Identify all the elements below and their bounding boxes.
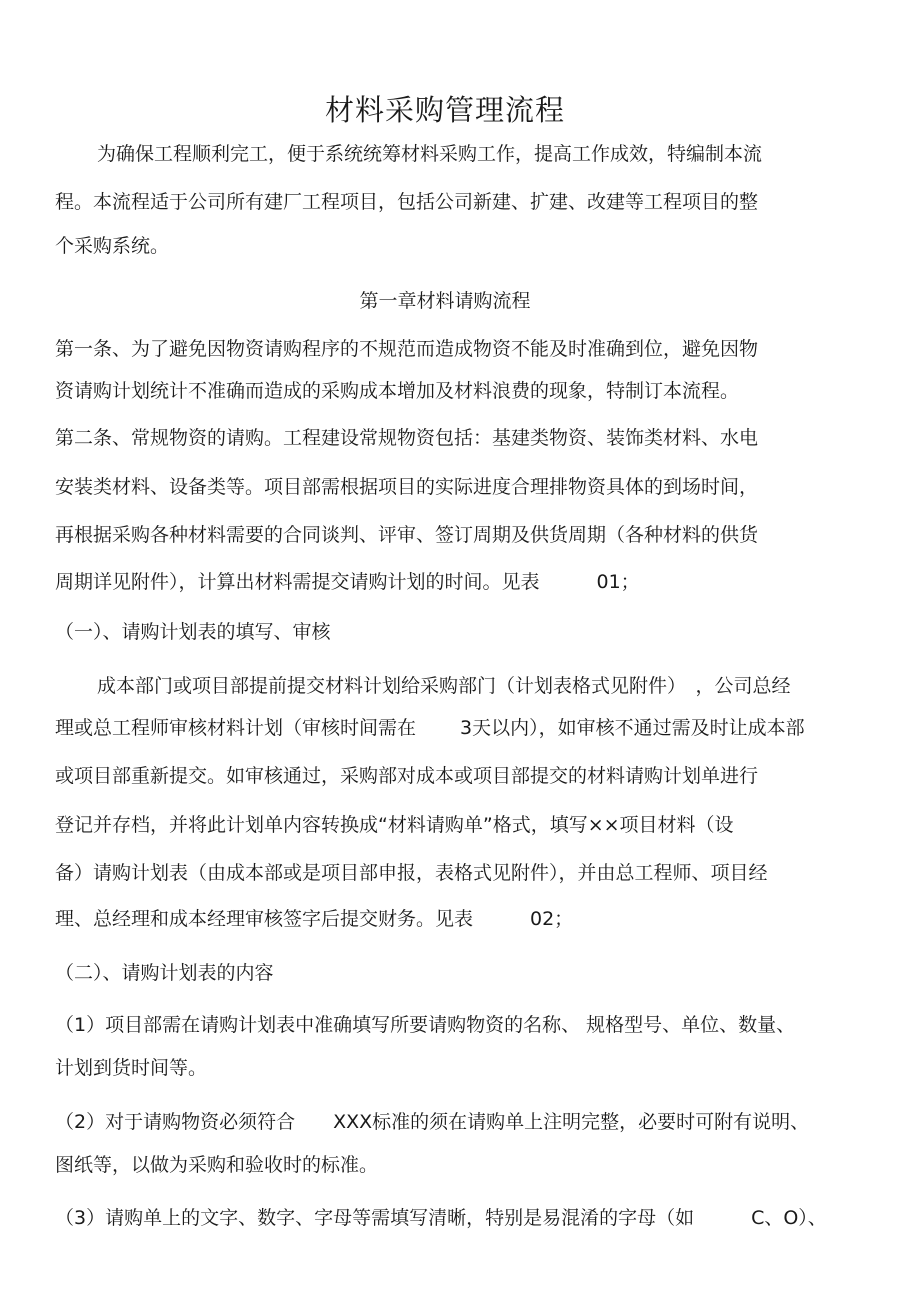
chapter-title: 第一章材料请购流程 [359,290,531,312]
article2-line-3: 再根据采购各种材料需要的合同谈判、评审、签订周期及供货周期（各种材料的供货 [55,524,759,546]
section1-line-4: 登记并存档，并将此计划单内容转换成“材料请购单”格式，填写××项目材料（设 [55,814,734,836]
article1-line-2: 资请购计划统计不准确而造成的采购成本增加及材料浪费的现象，特制订本流程。 [55,380,740,402]
intro-line-1: 为确保工程顺利完工，便于系统统筹材料采购工作，提高工作成效，特编制本流 [97,143,763,165]
document-title: 材料采购管理流程 [324,93,565,127]
article2-line-2: 安装类材料、设备类等。项目部需根据项目的实际进度合理排物资具体的到场时间， [55,476,759,498]
intro-line-2: 程。本流程适于公司所有建厂工程项目，包括公司新建、扩建、改建等工程项目的整 [55,191,759,213]
section1-line-5: 备）请购计划表（由成本部或是项目部申报，表格式见附件），并由总工程师、项目经 [55,862,768,884]
article1-line-1: 第一条、为了避免因物资请购程序的不规范而造成物资不能及时准确到位，避免因物 [55,338,759,360]
item1-line-1: （1）项目部需在请购计划表中准确填写所要请购物资的名称、 规格型号、单位、数量、 [55,1014,796,1036]
section1-line-1: 成本部门或项目部提前提交材料计划给采购部门（计划表格式见附件） ，公司总经 [97,675,791,697]
item2-line-1: （2）对于请购物资必须符合 XXX标准的须在请购单上注明完整，必要时可附有说明、 [55,1111,810,1133]
section1-heading: （一）、请购计划表的填写、审核 [55,621,331,643]
section2-heading: （二）、请购计划表的内容 [55,962,274,984]
item2-line-2: 图纸等，以做为采购和验收时的标准。 [55,1154,379,1176]
section1-line-3: 或项目部重新提交。如审核通过，采购部对成本或项目部提交的材料请购计划单进行 [55,765,759,787]
article2-line-1: 第二条、常规物资的请购。工程建设常规物资包括：基建类物资、装饰类材料、水电 [55,427,759,449]
article2-line-4: 周期详见附件），计算出材料需提交请购计划的时间。见表 01； [55,571,640,593]
intro-line-3: 个采购系统。 [55,235,170,257]
item1-line-2: 计划到货时间等。 [55,1057,208,1079]
item3-line-1: （3）请购单上的文字、数字、字母等需填写清晰，特别是易混淆的字母（如 C、O）、 [55,1207,827,1229]
section1-line-6: 理、总经理和成本经理审核签字后提交财务。见表 02； [55,908,574,930]
section1-line-2: 理或总工程师审核材料计划（审核时间需在 3天以内），如审核不通过需及时让成本部 [55,717,805,739]
